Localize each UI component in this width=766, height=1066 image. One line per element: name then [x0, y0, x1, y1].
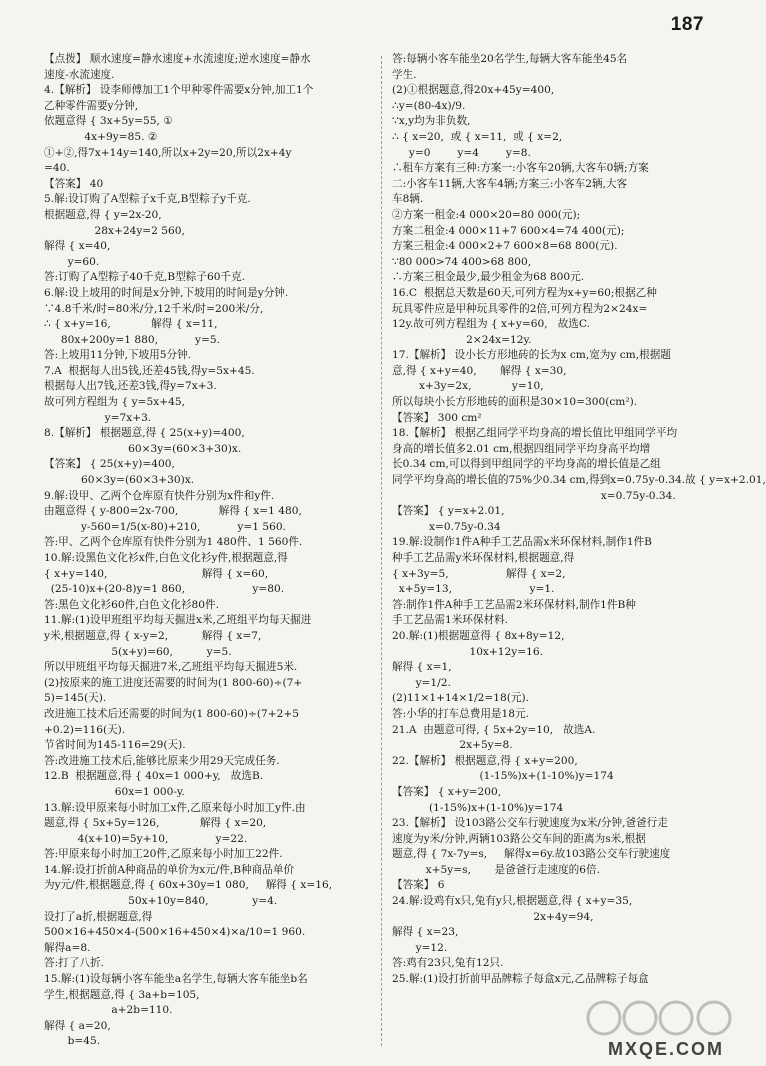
- answer-line: 28x+24y=2 560,: [44, 224, 185, 237]
- answer-line: 学生,根据题意,得 { 3a+b=105,: [44, 988, 200, 1001]
- answer-line: (1-15%)x+(1-10%)y=174: [392, 770, 614, 783]
- answer-line: 方案三租金:4 000×2+7 600×8=68 800(元).: [392, 240, 618, 253]
- answer-line: 方案二租金:4 000×11+7 600×4=74 400(元);: [392, 224, 625, 237]
- answer-line: 5(x+y)=60, y=5.: [44, 645, 232, 658]
- answer-line: y=60.: [44, 255, 100, 268]
- answer-line: (2)①根据题意,得20x+45y=400,: [392, 84, 555, 97]
- answer-column-left: [44, 52, 374, 1050]
- answer-line: x=0.75y-0.34.: [392, 489, 676, 502]
- answer-line: 所以每块小长方形地砖的面积是30×10=300(cm²).: [392, 396, 638, 409]
- answer-line: 16.C 根据总天数是60天,可列方程为x+y=60;根据乙种: [392, 286, 657, 299]
- answer-line: 学生.: [392, 68, 417, 81]
- answer-line: x+3y=2x, y=10,: [392, 380, 544, 393]
- answer-line: 19.解:设制作1件A种手工艺品需x米环保材料,制作1件B: [392, 536, 652, 549]
- answer-line: 20.解:(1)根据题意得 { 8x+8y=12,: [392, 629, 565, 642]
- answer-line: { x+3y=5, 解得 { x=2,: [392, 567, 566, 580]
- answer-line: 答:制作1件A种手工艺品需2米环保材料,制作1件B种: [392, 598, 636, 611]
- answer-line: 60×3y=(60×3+30)x.: [44, 474, 195, 487]
- answer-line: 根据每人出7钱,还差3钱,得y=7x+3.: [44, 380, 217, 393]
- answer-line: 【点拨】 顺水速度=静水速度+水流速度;逆水速度=静水: [44, 53, 311, 65]
- answer-line: 答:甲、乙两个仓库原有快件分别为1 480件、1 560件.: [44, 536, 303, 549]
- answer-line: ①+②,得7x+14y=140,所以x+2y=20,所以2x+4y: [44, 146, 292, 159]
- answer-line: ∵80 000>74 400>68 800,: [392, 255, 532, 268]
- answer-line: 答:每辆小客车能坐20名学生,每辆大客车能坐45名: [392, 53, 628, 65]
- answer-line: x+5y=13, y=1.: [392, 583, 555, 596]
- answer-line: 答:黑色文化衫60件,白色文化衫80件.: [44, 598, 219, 611]
- answer-line: 答:改进施工技术后,能够比原来少用29天完成任务.: [44, 754, 280, 767]
- answer-line: (2)11×1+14×1/2=18(元).: [392, 692, 529, 705]
- answer-line: ∴ { x=20, 或 { x=11, 或 { x=2,: [392, 130, 563, 143]
- answer-line: 【答案】 6: [392, 879, 445, 892]
- answer-line: ∴租车方案有三种:方案一:小客车20辆,大客车0辆;方案: [392, 162, 649, 175]
- answer-line: 二:小客车11辆,大客车4辆;方案三:小客车2辆,大客: [392, 177, 628, 190]
- answer-line: 4(x+10)=5y+10, y=22.: [44, 832, 248, 845]
- answer-line: 13.解:设甲原来每小时加工x件,乙原来每小时加工y件.由: [44, 801, 306, 814]
- answer-line: 根据题意,得 { y=2x-20,: [44, 208, 162, 221]
- answer-line: 所以甲班组平均每天掘进7米,乙班组平均每天掘进5米.: [44, 661, 298, 674]
- answer-line: 乙种零件需要y分钟,: [44, 99, 139, 112]
- answer-line: 改进施工技术后还需要的时间为(1 800-60)÷(7+2+5: [44, 707, 299, 720]
- answer-line: 解得 { a=20,: [44, 1019, 111, 1032]
- answer-line: 12.B 根据题意,得 { 40x=1 000+y, 故选B.: [44, 770, 264, 783]
- answer-line: 22.【解析】 根据题意,得 { x+y=200,: [392, 754, 578, 767]
- answer-column-right: [392, 52, 766, 988]
- answer-line: (2)按原来的施工进度还需要的时间为(1 800-60)÷(7+: [44, 676, 303, 689]
- answer-line: ∴y=(80-4x)/9.: [392, 99, 466, 112]
- answer-line: 24.解:设鸡有x只,兔有y只,根据题意,得 { x+y=35,: [392, 895, 633, 908]
- answer-line: 为y元/件,根据题意,得 { 60x+30y=1 080, 解得 { x=16,: [44, 879, 333, 892]
- answer-line: 2×24x=12y.: [392, 333, 532, 346]
- answer-line: y-560=1/5(x-80)+210, y=1 560.: [44, 520, 286, 533]
- watermark-text: MXQE.COM: [607, 1039, 724, 1059]
- answer-line: 车8辆.: [392, 193, 424, 206]
- answer-line: 节省时间为145-116=29(天).: [44, 739, 186, 752]
- answer-line: y=0 y=4 y=8.: [392, 146, 531, 159]
- answer-line: 8.【解析】 根据题意,得 { 25(x+y)=400,: [44, 427, 245, 440]
- answer-line: 18.【解析】 根据乙组同学平均身高的增长值比甲组同学平均: [392, 427, 678, 440]
- answer-line: +0.2)=116(天).: [44, 723, 126, 736]
- answer-line: 9.解:设甲、乙两个仓库原有快件分别为x件和y件.: [44, 489, 275, 502]
- answer-line: b=45.: [44, 1035, 101, 1048]
- answer-line: 题意,得 { 7x-7y=s, 解得x=6y.故103路公交车行驶速度: [392, 848, 671, 861]
- answer-line: 2x+5y=8.: [392, 739, 513, 752]
- answer-line: 种手工艺品需y米环保材料,根据题意,得: [392, 552, 575, 564]
- answer-line: 答:订购了A型粽子40千克,B型粽子60千克.: [44, 271, 246, 284]
- column-divider: [381, 56, 382, 1046]
- answer-line: 6.解:设上坡用的时间是x分钟,下坡用的时间是y分钟.: [44, 286, 289, 299]
- answer-line: 【答案】 { y=x+2.01,: [392, 505, 505, 518]
- answer-line: 【答案】 { 25(x+y)=400,: [44, 458, 175, 471]
- answer-line: ②方案一租金:4 000×20=80 000(元);: [392, 208, 581, 221]
- answer-line: (25-10)x+(20-8)y=1 860, y=80.: [44, 583, 285, 596]
- answer-line: 7.A 根据每人出5钱,还差45钱,得y=5x+45.: [44, 364, 255, 377]
- answer-line: 17.【解析】 设小长方形地砖的长为x cm,宽为y cm,根据题: [392, 349, 671, 362]
- answer-line: 答:鸡有23只,兔有12只.: [392, 957, 504, 970]
- answer-line: 速度为y米/分钟,两辆103路公交车间的距离为s米,根据: [392, 832, 646, 845]
- answer-line: 5.解:设订购了A型粽子x千克,B型粽子y千克.: [44, 193, 251, 206]
- answer-line: a+2b=110.: [44, 1004, 173, 1017]
- answer-line: 23.【解析】 设103路公交车行驶速度为x米/分钟,爸爸行走: [392, 817, 668, 830]
- answer-line: 【答案】 300 cm²: [392, 411, 482, 424]
- page-number: 187: [670, 14, 704, 35]
- answer-line: (1-15%)x+(1-10%)y=174: [392, 801, 564, 814]
- answer-line: 答:甲原来每小时加工20件,乙原来每小时加工22件.: [44, 848, 283, 861]
- answer-line: ∴ { x+y=16, 解得 { x=11,: [44, 318, 218, 331]
- answer-line: =40.: [44, 162, 70, 175]
- answer-line: 10.解:设黑色文化衫x件,白色文化衫y件,根据题意,得: [44, 552, 288, 564]
- answer-line: 80x+200y=1 880, y=5.: [44, 333, 220, 346]
- answer-line: 长0.34 cm,可以得到甲组同学的平均身高的增长值是乙组: [392, 458, 661, 471]
- answer-line: y=1/2.: [392, 676, 451, 689]
- answer-line: 5)=145(天).: [44, 692, 107, 705]
- answer-line: 15.解:(1)设每辆小客车能坐a名学生,每辆大客车能坐b名: [44, 973, 308, 986]
- answer-line: 10x+12y=16.: [392, 645, 543, 658]
- answer-line: 意,得 { x+y=40, 解得 { x=30,: [392, 364, 567, 377]
- answer-line: 同学平均身高的增长值的75%少0.34 cm,得到x=0.75y-0.34.故 { y=x+2.01,: [392, 474, 766, 487]
- answer-line: x=0.75y-0.34: [392, 520, 501, 533]
- answer-line: { x+y=140, 解得 { x=60,: [44, 567, 269, 580]
- answer-line: 解得 { x=23,: [392, 926, 459, 939]
- answer-line: ∵x,y均为非负数,: [392, 115, 471, 128]
- answer-line: 2x+4y=94,: [392, 910, 594, 923]
- answer-line: 解得 { x=1,: [392, 661, 452, 674]
- answer-line: 14.解:设打折前A种商品的单价为x元/件,B种商品单价: [44, 863, 295, 876]
- answer-line: ∴方案三租金最少,最少租金为68 800元.: [392, 271, 585, 284]
- answer-line: 4.【解析】 设李师傅加工1个甲种零件需要x分钟,加工1个: [44, 84, 314, 97]
- answer-line: 身高的增长值多2.01 cm,根据四组同学平均身高平均增: [392, 442, 651, 455]
- answer-line: 60x=1 000-y.: [44, 785, 185, 798]
- answer-line: 依题意得 { 3x+5y=55, ①: [44, 115, 173, 128]
- answer-line: 500×16+450×4-(500×16+450×4)×a/10=1 960.: [44, 926, 306, 939]
- answer-line: y=12.: [392, 941, 448, 954]
- answer-line: y米,根据题意,得 { x-y=2, 解得 { x=7,: [44, 629, 262, 642]
- answer-line: 答:小华的打车总费用是18元.: [392, 707, 529, 720]
- answer-line: 解得 { x=40,: [44, 240, 111, 253]
- answer-line: 【答案】 { x+y=200,: [392, 785, 502, 798]
- answer-line: 25.解:(1)设打折前甲品牌粽子每盒x元,乙品牌粽子每盒: [392, 973, 649, 986]
- answer-line: 【答案】 40: [44, 177, 104, 190]
- answer-line: y=7x+3.: [44, 411, 152, 424]
- answer-line: ∵4.8千米/时=80米/分,12千米/时=200米/分,: [44, 302, 264, 315]
- answer-line: 11.解:(1)设甲班组平均每天掘进x米,乙班组平均每天掘进: [44, 614, 312, 627]
- answer-line: 玩具零件应是甲种玩具零件的2倍,可列方程为2×24x=: [392, 302, 648, 315]
- answer-line: 答:打了八折.: [44, 957, 104, 970]
- answer-line: 设打了a折,根据题意,得: [44, 910, 153, 923]
- answer-line: 4x+9y=85. ②: [44, 130, 158, 143]
- answer-line: 12y.故可列方程组为 { x+y=60, 故选C.: [392, 318, 590, 331]
- answer-line: 由题意得 { y-800=2x-700, 解得 { x=1 480,: [44, 505, 302, 518]
- answer-line: 故可列方程组为 { y=5x+45,: [44, 396, 185, 409]
- answer-line: 题意,得 { 5x+5y=126, 解得 { x=20,: [44, 817, 267, 830]
- answer-line: 50x+10y=840, y=4.: [44, 895, 278, 908]
- answer-line: 手工艺品需1米环保材料.: [392, 614, 509, 627]
- answer-line: 答:上坡用11分钟,下坡用5分钟.: [44, 349, 192, 362]
- answer-line: 21.A 由题意可得, { 5x+2y=10, 故选A.: [392, 723, 596, 736]
- answer-line: x+5y=s, 是爸爸行走速度的6倍.: [392, 863, 600, 876]
- answer-line: 速度-水流速度.: [44, 68, 115, 81]
- answer-line: 60×3y=(60×3+30)x.: [44, 442, 242, 455]
- answer-line: 解得a=8.: [44, 941, 91, 954]
